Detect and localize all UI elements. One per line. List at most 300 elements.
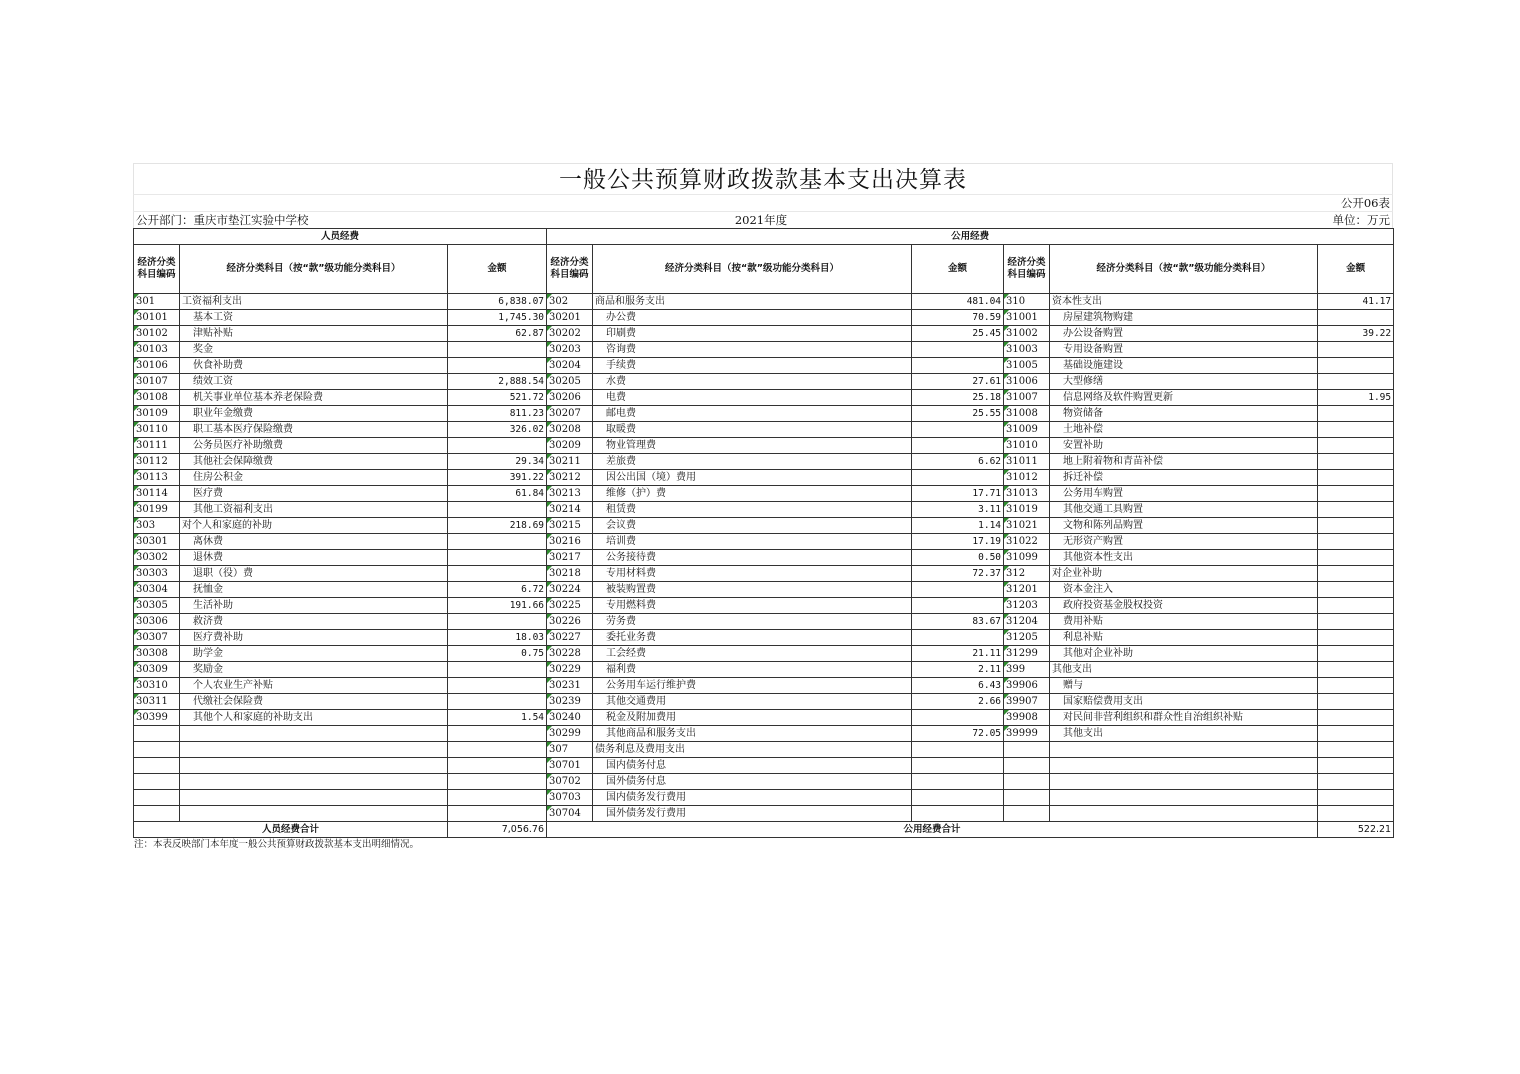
item-name: 地上附着物和青苗补偿: [1050, 454, 1318, 470]
item-amount: 21.11: [912, 646, 1004, 662]
item-name: 伙食补助费: [180, 358, 448, 374]
item-code: 30214: [547, 502, 593, 518]
item-amount: [1318, 742, 1394, 758]
item-code: 30703: [547, 790, 593, 806]
item-name: [180, 790, 448, 806]
item-amount: 25.18: [912, 390, 1004, 406]
item-name: 退职（役）费: [180, 566, 448, 582]
item-name: 离休费: [180, 534, 448, 550]
item-code: 30309: [134, 662, 180, 678]
table-row: [134, 470, 1394, 486]
item-code: 31006: [1004, 374, 1050, 390]
item-name: 专用材料费: [593, 566, 912, 582]
item-name: 商品和服务支出: [593, 294, 912, 310]
header-name: 经济分类科目（按“款”级功能分类科目）: [1050, 245, 1318, 294]
item-code: 30216: [547, 534, 593, 550]
item-name: 国外债务付息: [593, 774, 912, 790]
item-amount: [1318, 550, 1394, 566]
item-code: 30207: [547, 406, 593, 422]
item-amount: [912, 422, 1004, 438]
item-code: 30302: [134, 550, 180, 566]
item-amount: 70.59: [912, 310, 1004, 326]
table-row: [134, 758, 1394, 774]
personnel-total-label: 人员经费合计: [134, 822, 448, 838]
table-row: [134, 358, 1394, 374]
item-amount: [1318, 486, 1394, 502]
item-name: [180, 726, 448, 742]
item-amount: 6,838.07: [448, 294, 547, 310]
item-name: 其他交通工具购置: [1050, 502, 1318, 518]
item-code: 30217: [547, 550, 593, 566]
section-header-row: [134, 229, 1394, 245]
item-code: 30204: [547, 358, 593, 374]
item-code: 31013: [1004, 486, 1050, 502]
item-name: [1050, 790, 1318, 806]
item-amount: 481.04: [912, 294, 1004, 310]
item-name: 租赁费: [593, 502, 912, 518]
item-code: 31005: [1004, 358, 1050, 374]
item-name: 土地补偿: [1050, 422, 1318, 438]
item-name: 公务用车购置: [1050, 486, 1318, 502]
item-code: 307: [547, 742, 593, 758]
item-amount: 25.45: [912, 326, 1004, 342]
table-row: [134, 534, 1394, 550]
item-code: 30211: [547, 454, 593, 470]
totals-row: [134, 822, 1394, 838]
item-name: 物资储备: [1050, 406, 1318, 422]
item-name: 拆迁补偿: [1050, 470, 1318, 486]
item-name: 医疗费: [180, 486, 448, 502]
item-amount: [912, 358, 1004, 374]
item-name: 咨询费: [593, 342, 912, 358]
item-name: 手续费: [593, 358, 912, 374]
report-meta-row: [133, 211, 1393, 228]
item-code: 30702: [547, 774, 593, 790]
item-amount: 6.72: [448, 582, 547, 598]
item-name: 电费: [593, 390, 912, 406]
item-code: 30228: [547, 646, 593, 662]
item-amount: [1318, 502, 1394, 518]
item-name: [180, 742, 448, 758]
item-name: 国内债务发行费用: [593, 790, 912, 806]
item-amount: 326.02: [448, 422, 547, 438]
item-amount: 3.11: [912, 502, 1004, 518]
item-name: 基础设施建设: [1050, 358, 1318, 374]
item-name: 利息补贴: [1050, 630, 1318, 646]
item-name: [1050, 806, 1318, 822]
item-name: 退休费: [180, 550, 448, 566]
item-name: 奖金: [180, 342, 448, 358]
item-name: 救济费: [180, 614, 448, 630]
item-code: [134, 742, 180, 758]
item-amount: [448, 342, 547, 358]
item-code: 30206: [547, 390, 593, 406]
item-code: [1004, 790, 1050, 806]
item-code: [134, 790, 180, 806]
item-amount: 18.03: [448, 630, 547, 646]
item-amount: 2.66: [912, 694, 1004, 710]
header-code: 经济分类科目编码: [134, 245, 180, 294]
item-code: 30212: [547, 470, 593, 486]
item-name: 被装购置费: [593, 582, 912, 598]
table-row: [134, 502, 1394, 518]
item-amount: [1318, 310, 1394, 326]
item-name: 专用设备购置: [1050, 342, 1318, 358]
item-amount: 811.23: [448, 406, 547, 422]
item-amount: [1318, 598, 1394, 614]
item-code: 30225: [547, 598, 593, 614]
item-code: 31019: [1004, 502, 1050, 518]
item-amount: [912, 630, 1004, 646]
item-name: 公务接待费: [593, 550, 912, 566]
item-amount: 0.50: [912, 550, 1004, 566]
item-name: 劳务费: [593, 614, 912, 630]
item-amount: 27.61: [912, 374, 1004, 390]
item-code: 31002: [1004, 326, 1050, 342]
item-name: 津贴补贴: [180, 326, 448, 342]
table-row: [134, 662, 1394, 678]
item-code: 30110: [134, 422, 180, 438]
item-code: 30107: [134, 374, 180, 390]
item-amount: 218.69: [448, 518, 547, 534]
item-code: 31011: [1004, 454, 1050, 470]
item-name: [180, 774, 448, 790]
item-amount: 72.37: [912, 566, 1004, 582]
item-amount: 391.22: [448, 470, 547, 486]
item-name: 文物和陈列品购置: [1050, 518, 1318, 534]
section-personnel: 人员经费: [134, 229, 547, 245]
item-code: 30113: [134, 470, 180, 486]
item-amount: [1318, 630, 1394, 646]
item-name: 信息网络及软件购置更新: [1050, 390, 1318, 406]
item-code: 31299: [1004, 646, 1050, 662]
item-amount: 62.87: [448, 326, 547, 342]
table-row: [134, 550, 1394, 566]
public-total-value: 522.21: [1318, 822, 1394, 838]
item-code: 30208: [547, 422, 593, 438]
table-row: [134, 342, 1394, 358]
item-code: 30215: [547, 518, 593, 534]
item-amount: 39.22: [1318, 326, 1394, 342]
item-amount: [448, 438, 547, 454]
item-code: 30227: [547, 630, 593, 646]
item-amount: 29.34: [448, 454, 547, 470]
report-sheet: [133, 163, 1393, 852]
table-row: [134, 374, 1394, 390]
item-amount: [1318, 790, 1394, 806]
item-code: 301: [134, 294, 180, 310]
item-code: 303: [134, 518, 180, 534]
item-code: 31099: [1004, 550, 1050, 566]
item-amount: [448, 502, 547, 518]
item-amount: 521.72: [448, 390, 547, 406]
item-amount: 1.95: [1318, 390, 1394, 406]
report-title: 一般公共预算财政拨款基本支出决算表: [133, 163, 1393, 194]
item-name: 房屋建筑物购建: [1050, 310, 1318, 326]
item-name: [180, 806, 448, 822]
item-amount: 83.67: [912, 614, 1004, 630]
item-name: 公务员医疗补助缴费: [180, 438, 448, 454]
item-name: 对企业补助: [1050, 566, 1318, 582]
item-code: 30310: [134, 678, 180, 694]
item-name: [180, 758, 448, 774]
item-code: 312: [1004, 566, 1050, 582]
table-row: [134, 566, 1394, 582]
table-row: [134, 774, 1394, 790]
item-name: 债务利息及费用支出: [593, 742, 912, 758]
item-name: 绩效工资: [180, 374, 448, 390]
item-name: 医疗费补助: [180, 630, 448, 646]
table-row: [134, 294, 1394, 310]
item-amount: 17.71: [912, 486, 1004, 502]
item-name: 其他资本性支出: [1050, 550, 1318, 566]
item-code: 39907: [1004, 694, 1050, 710]
item-code: 31204: [1004, 614, 1050, 630]
table-row: [134, 726, 1394, 742]
item-amount: [1318, 710, 1394, 726]
section-public: 公用经费: [547, 229, 1394, 245]
table-row: [134, 326, 1394, 342]
item-code: 30306: [134, 614, 180, 630]
item-name: 基本工资: [180, 310, 448, 326]
item-amount: [1318, 422, 1394, 438]
table-row: [134, 422, 1394, 438]
item-amount: [448, 662, 547, 678]
table-row: [134, 614, 1394, 630]
item-name: 费用补贴: [1050, 614, 1318, 630]
item-code: [134, 806, 180, 822]
item-amount: [1318, 566, 1394, 582]
item-code: 31003: [1004, 342, 1050, 358]
item-name: 国家赔偿费用支出: [1050, 694, 1318, 710]
item-amount: [448, 726, 547, 742]
item-name: 办公费: [593, 310, 912, 326]
item-amount: [448, 550, 547, 566]
item-code: 30101: [134, 310, 180, 326]
item-name: 其他个人和家庭的补助支出: [180, 710, 448, 726]
item-amount: 1.54: [448, 710, 547, 726]
item-amount: [448, 358, 547, 374]
item-code: 30704: [547, 806, 593, 822]
item-name: 赠与: [1050, 678, 1318, 694]
item-code: [1004, 774, 1050, 790]
item-code: 31021: [1004, 518, 1050, 534]
item-amount: [1318, 806, 1394, 822]
item-code: 30203: [547, 342, 593, 358]
item-name: 印刷费: [593, 326, 912, 342]
item-amount: [912, 342, 1004, 358]
item-name: 对个人和家庭的补助: [180, 518, 448, 534]
item-code: 302: [547, 294, 593, 310]
item-code: [1004, 758, 1050, 774]
table-row: [134, 310, 1394, 326]
table-row: [134, 406, 1394, 422]
item-amount: [448, 790, 547, 806]
item-name: 邮电费: [593, 406, 912, 422]
item-name: 差旅费: [593, 454, 912, 470]
item-amount: [912, 710, 1004, 726]
item-code: 30106: [134, 358, 180, 374]
department-label: 公开部门：重庆市垫江实验中学校: [136, 213, 309, 227]
item-code: 30303: [134, 566, 180, 582]
item-code: 30307: [134, 630, 180, 646]
item-code: 30399: [134, 710, 180, 726]
item-amount: [448, 694, 547, 710]
header-code: 经济分类科目编码: [547, 245, 593, 294]
header-amount: 金额: [448, 245, 547, 294]
item-amount: 0.75: [448, 646, 547, 662]
header-name: 经济分类科目（按“款”级功能分类科目）: [180, 245, 448, 294]
item-name: [1050, 774, 1318, 790]
item-code: 310: [1004, 294, 1050, 310]
item-code: 30102: [134, 326, 180, 342]
item-name: 水费: [593, 374, 912, 390]
item-amount: [1318, 582, 1394, 598]
item-name: 办公设备购置: [1050, 326, 1318, 342]
item-code: 30311: [134, 694, 180, 710]
item-name: 工资福利支出: [180, 294, 448, 310]
table-row: [134, 438, 1394, 454]
item-amount: [448, 678, 547, 694]
item-amount: [448, 806, 547, 822]
item-code: 30205: [547, 374, 593, 390]
item-name: 工会经费: [593, 646, 912, 662]
year-label: 2021年度: [734, 213, 788, 227]
item-name: 无形资产购置: [1050, 534, 1318, 550]
table-row: [134, 518, 1394, 534]
item-code: [134, 758, 180, 774]
item-name: 个人农业生产补贴: [180, 678, 448, 694]
item-amount: 1,745.30: [448, 310, 547, 326]
item-amount: [1318, 694, 1394, 710]
item-name: 维修（护）费: [593, 486, 912, 502]
item-code: 30111: [134, 438, 180, 454]
item-code: 399: [1004, 662, 1050, 678]
item-code: 30299: [547, 726, 593, 742]
item-code: 30226: [547, 614, 593, 630]
item-amount: 2.11: [912, 662, 1004, 678]
item-name: 其他交通费用: [593, 694, 912, 710]
item-amount: 6.62: [912, 454, 1004, 470]
item-amount: [1318, 406, 1394, 422]
item-code: 30305: [134, 598, 180, 614]
item-amount: 72.05: [912, 726, 1004, 742]
item-name: 政府投资基金股权投资: [1050, 598, 1318, 614]
item-name: 委托业务费: [593, 630, 912, 646]
item-code: 30201: [547, 310, 593, 326]
item-amount: [448, 614, 547, 630]
item-amount: [1318, 438, 1394, 454]
item-name: 福利费: [593, 662, 912, 678]
item-amount: [912, 470, 1004, 486]
item-name: 培训费: [593, 534, 912, 550]
item-code: 30213: [547, 486, 593, 502]
table-row: [134, 806, 1394, 822]
item-amount: [1318, 758, 1394, 774]
item-code: 31010: [1004, 438, 1050, 454]
item-name: 代缴社会保险费: [180, 694, 448, 710]
item-amount: [1318, 774, 1394, 790]
item-code: 31001: [1004, 310, 1050, 326]
item-code: 30108: [134, 390, 180, 406]
item-amount: [912, 742, 1004, 758]
item-amount: [1318, 374, 1394, 390]
item-code: 30224: [547, 582, 593, 598]
item-code: 30240: [547, 710, 593, 726]
item-name: 资本金注入: [1050, 582, 1318, 598]
item-name: 其他对企业补助: [1050, 646, 1318, 662]
table-row: [134, 710, 1394, 726]
item-code: 31012: [1004, 470, 1050, 486]
item-name: 国内债务付息: [593, 758, 912, 774]
item-code: 30109: [134, 406, 180, 422]
header-name: 经济分类科目（按“款”级功能分类科目）: [593, 245, 912, 294]
item-code: 30239: [547, 694, 593, 710]
item-name: 抚恤金: [180, 582, 448, 598]
item-amount: [1318, 470, 1394, 486]
item-code: 30218: [547, 566, 593, 582]
table-row: [134, 678, 1394, 694]
item-name: 税金及附加费用: [593, 710, 912, 726]
item-code: 30199: [134, 502, 180, 518]
item-code: 39908: [1004, 710, 1050, 726]
item-name: 因公出国（境）费用: [593, 470, 912, 486]
table-row: [134, 742, 1394, 758]
item-amount: [912, 758, 1004, 774]
item-amount: [448, 742, 547, 758]
item-code: 30304: [134, 582, 180, 598]
form-number: 公开06表: [1340, 196, 1390, 210]
item-name: 大型修缮: [1050, 374, 1318, 390]
personnel-total-value: 7,056.76: [448, 822, 547, 838]
item-code: [1004, 742, 1050, 758]
table-row: [134, 790, 1394, 806]
item-name: 其他支出: [1050, 662, 1318, 678]
item-amount: [912, 806, 1004, 822]
header-amount: 金额: [1318, 245, 1394, 294]
item-code: 30103: [134, 342, 180, 358]
item-code: 31201: [1004, 582, 1050, 598]
item-code: 31009: [1004, 422, 1050, 438]
table-row: [134, 582, 1394, 598]
expenditure-table: [133, 228, 1394, 838]
item-code: [134, 774, 180, 790]
item-name: 对民间非营利组织和群众性自治组织补贴: [1050, 710, 1318, 726]
item-code: [134, 726, 180, 742]
item-code: [1004, 806, 1050, 822]
item-amount: [912, 438, 1004, 454]
item-amount: [912, 598, 1004, 614]
item-name: 职工基本医疗保险缴费: [180, 422, 448, 438]
item-code: 30229: [547, 662, 593, 678]
item-amount: 41.17: [1318, 294, 1394, 310]
item-amount: 1.14: [912, 518, 1004, 534]
item-name: 安置补助: [1050, 438, 1318, 454]
item-name: [1050, 742, 1318, 758]
item-amount: [1318, 678, 1394, 694]
item-amount: [1318, 358, 1394, 374]
public-total-label: 公用经费合计: [547, 822, 1318, 838]
item-name: 取暖费: [593, 422, 912, 438]
item-amount: 25.55: [912, 406, 1004, 422]
form-number-row: [133, 194, 1393, 211]
item-name: 职业年金缴费: [180, 406, 448, 422]
item-amount: [448, 774, 547, 790]
item-name: 资本性支出: [1050, 294, 1318, 310]
item-code: 30701: [547, 758, 593, 774]
item-name: 其他社会保障缴费: [180, 454, 448, 470]
item-amount: [912, 582, 1004, 598]
